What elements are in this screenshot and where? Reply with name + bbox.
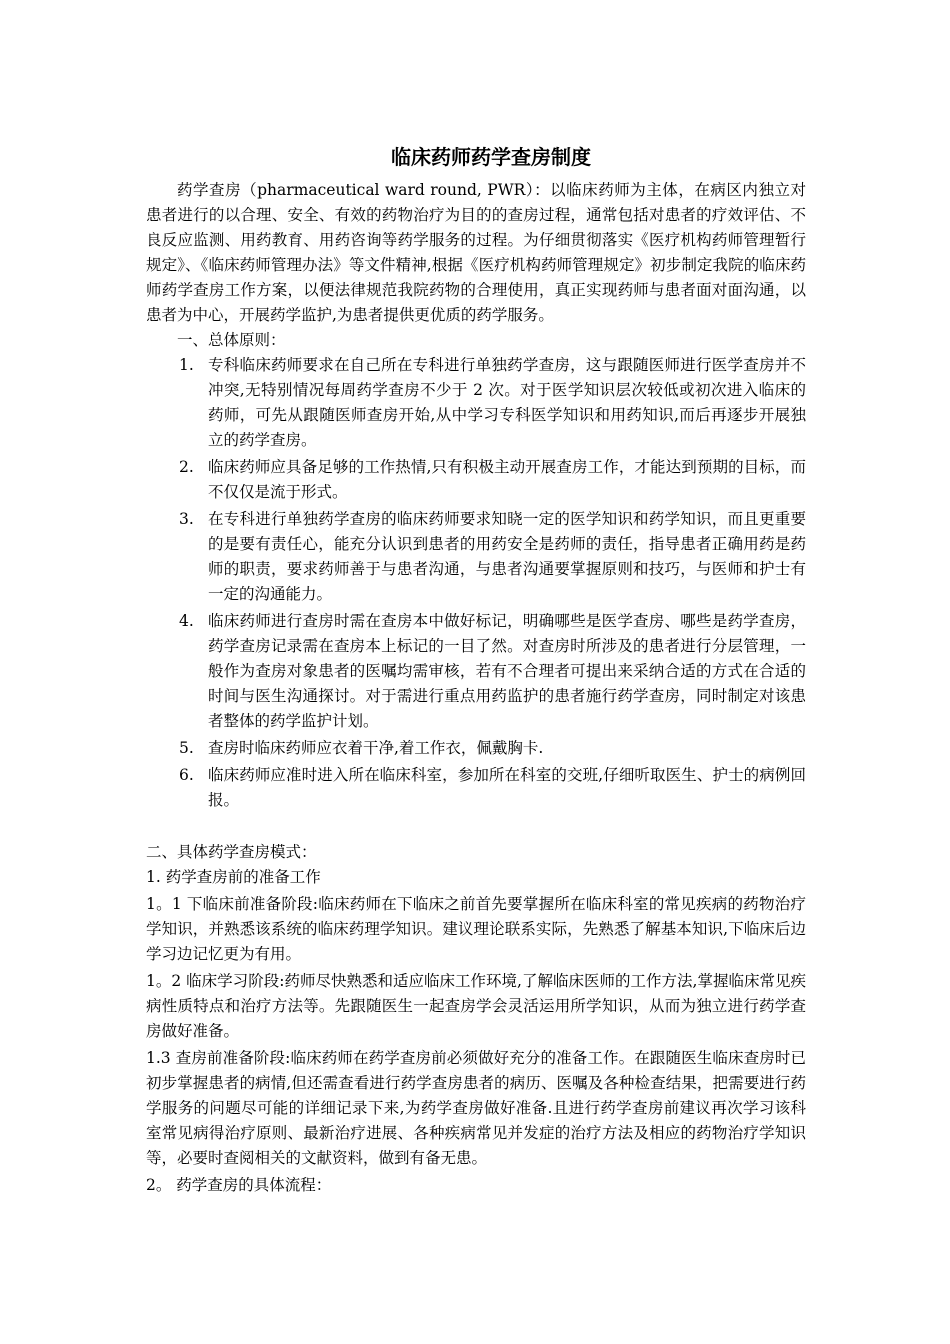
principle-text: 专科临床药师要求在自己所在专科进行单独药学查房，这与跟随医师进行医学查房并不冲突,无特别情况每周药学查房不少于 2 次。对于医学知识层次较低或初次进入临床的药师，可先从跟随医师查房开始,从中学习专科医学知识和用药知识,而后再逐步开展独立的药学查房。 bbox=[208, 356, 806, 449]
principle-item bbox=[146, 736, 806, 761]
list-number: 5. bbox=[179, 739, 194, 757]
principle-text: 在专科进行单独药学查房的临床药师要求知晓一定的医学知识和药学知识，而且更重要的是要有责任心，能充分认识到患者的用药安全是药师的责任，指导患者正确用药是药师的职责，要求药师善于与患者沟通，与患者沟通要掌握原则和技巧，与医师和护士有一定的沟通能力。 bbox=[208, 510, 806, 603]
principle-text: 临床药师应具备足够的工作热情,只有积极主动开展查房工作，才能达到预期的目标，而不仅仅是流于形式。 bbox=[208, 458, 806, 501]
blank-line bbox=[146, 815, 806, 840]
list-number: 4. bbox=[179, 612, 194, 630]
principle-item bbox=[146, 609, 806, 734]
intro-paragraph: 药学查房（pharmaceutical ward round, PWR）：以临床药师为主体，在病区内独立对患者进行的以合理、安全、有效的药物治疗为目的的查房过程，通常包括对患者的疗效评估、不良反应监测、用药教育、用药咨询等药学服务的过程。为仔细贯彻落实《医疗机构药师管理暂行规定》、《临床药师管理办法》等文件精神,根据《医疗机构药师管理规定》初步制定我院的临床药师药学查房工作方案，以便法律规范我院药物的合理使用，真正实现药师与患者面对面沟通，以患者为中心，开展药学监护,为患者提供更优质的药学服务。 bbox=[146, 181, 806, 324]
subsection-paragraph-1-2: 1。2 临床学习阶段:药师尽快熟悉和适应临床工作环境,了解临床医师的工作方法,掌握临床常见疾病性质特点和治疗方法等。先跟随医生一起查房学会灵活运用所学知识，从而为独立进行药学查房做好准备。 bbox=[146, 972, 806, 1040]
principles-list bbox=[146, 353, 806, 813]
document-title: 临床药师药学查房制度 bbox=[391, 145, 591, 169]
principle-text: 临床药师进行查房时需在查房本中做好标记，明确哪些是医学查房、哪些是药学查房，药学查房记录需在查房本上标记的一目了然。对查房时所涉及的患者进行分层管理，一般作为查房对象患者的医嘱均需审核，若有不合理者可提出来采纳合适的方式在合适的时间与医生沟通探讨。对于需进行重点用药监护的患者施行药学查房，同时制定对该患者整体的药学监护计划。 bbox=[208, 612, 806, 730]
section-heading-principles: 一、总体原则： bbox=[177, 331, 286, 349]
subsection-paragraph-1-1: 1。1 下临床前准备阶段:临床药师在下临床之前首先要掌握所在临床科室的常见疾病的药物治疗学知识，并熟悉该系统的临床药理学知识。建议理论联系实际，先熟悉了解基本知识,下临床后边学习边记忆更为有用。 bbox=[146, 895, 806, 963]
principle-text: 查房时临床药师应衣着干净,着工作衣，佩戴胸卡. bbox=[208, 739, 544, 757]
list-number: 6. bbox=[179, 766, 194, 784]
principle-item bbox=[146, 353, 806, 453]
list-number: 1. bbox=[179, 356, 194, 374]
principle-text: 临床药师应准时进入所在临床科室，参加所在科室的交班,仔细听取医生、护士的病例回报。 bbox=[208, 766, 806, 809]
section-heading-mode: 二、具体药学查房模式： bbox=[146, 843, 317, 861]
document-page bbox=[146, 142, 806, 1198]
principle-item bbox=[146, 455, 806, 505]
subsection-heading-procedure: 2。 药学查房的具体流程： bbox=[146, 1176, 332, 1194]
principle-item bbox=[146, 507, 806, 607]
list-number: 3. bbox=[179, 510, 194, 528]
principle-item bbox=[146, 763, 806, 813]
subsection-paragraph-1-3: 1.3 查房前准备阶段:临床药师在药学查房前必须做好充分的准备工作。在跟随医生临床查房时已初步掌握患者的病情,但还需查看进行药学查房患者的病历、医嘱及各种检查结果，把需要进行药学服务的问题尽可能的详细记录下来,为药学查房做好准备.且进行药学查房前建议再次学习该科室常见病得治疗原则、最新治疗进展、各种疾病常见并发症的治疗方法及相应的药物治疗学知识等，必要时查阅相关的文献资料，做到有备无患。 bbox=[146, 1049, 806, 1167]
subsection-heading-preparation: 1. 药学查房前的准备工作 bbox=[146, 868, 321, 886]
list-number: 2. bbox=[179, 458, 194, 476]
